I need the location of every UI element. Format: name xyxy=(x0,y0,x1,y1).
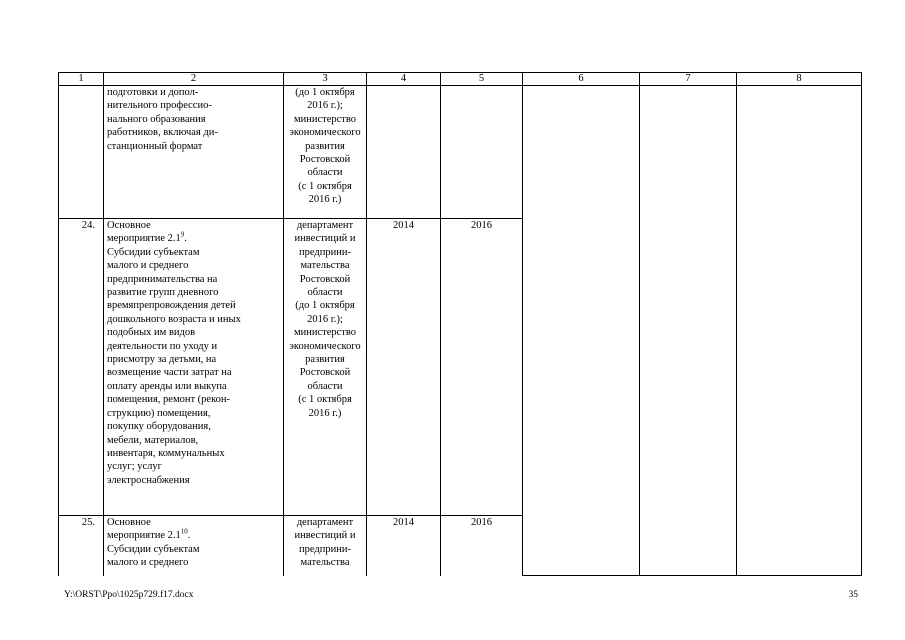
text-line: Субсидии субъектам xyxy=(107,246,200,258)
text-line: нального образования xyxy=(107,113,206,125)
header-cell-3: 3 xyxy=(284,73,367,86)
text-line: области xyxy=(307,167,343,179)
text-line: Субсидии субъектам xyxy=(107,543,200,555)
text-line: министерство xyxy=(293,327,357,339)
start-year-cell xyxy=(367,86,441,219)
text-line: услуг; услуг xyxy=(107,461,162,473)
page-number: 35 xyxy=(848,590,858,600)
text-line: возмещение части затрат на xyxy=(107,367,232,379)
text-line: экономического xyxy=(289,340,361,352)
text-line: инвестиций и xyxy=(294,530,356,542)
text-line: покупку оборудования, xyxy=(107,421,211,433)
footnote-mark: 9 xyxy=(180,230,185,239)
responsible-executor-cell xyxy=(284,219,367,516)
column-7-cell xyxy=(640,86,737,576)
text-line: времяпрепровождения детей xyxy=(107,300,236,312)
text-line: Ростовской xyxy=(299,154,351,166)
text-line: малого и среднего xyxy=(107,557,189,569)
text-line: (до 1 октября xyxy=(295,300,355,312)
activity-description-cell xyxy=(104,516,284,576)
header-cell-2: 2 xyxy=(104,73,284,86)
text-line: электроснабжения xyxy=(107,474,190,486)
text-line: предпринимательства на xyxy=(107,273,218,285)
text-line: экономического xyxy=(289,127,361,139)
text-tail: . xyxy=(184,233,187,245)
text-line: инвестиций и xyxy=(294,233,356,245)
responsible-executor-cell xyxy=(284,516,367,576)
table-row-continuation xyxy=(59,86,862,219)
row-number-cell xyxy=(59,86,104,219)
measure-code: мероприятие 2.1 xyxy=(107,530,181,542)
text-line: станционный формат xyxy=(107,140,203,152)
header-row xyxy=(59,73,862,86)
text-line: помещения, ремонт (рекон- xyxy=(107,394,231,406)
text-line: 2016 г.); xyxy=(307,313,343,325)
header-cell-6: 6 xyxy=(523,73,640,86)
start-year-cell: 2014 xyxy=(367,219,441,516)
end-year-cell: 2016 xyxy=(441,219,523,516)
text-line: подготовки и допол- xyxy=(107,87,199,98)
text-line: деятельности по уходу и xyxy=(107,340,218,352)
header-cell-4: 4 xyxy=(367,73,441,86)
text-line: 2016 г.) xyxy=(308,407,342,419)
row-number-cell: 25. xyxy=(59,516,104,576)
column-6-cell xyxy=(523,86,640,576)
row-number-cell: 24. xyxy=(59,219,104,516)
measure-code: мероприятие 2.1 xyxy=(107,233,181,245)
text-line: 2016 г.); xyxy=(307,100,343,112)
text-line: мательства xyxy=(300,557,350,569)
text-line xyxy=(107,232,280,245)
end-year-cell xyxy=(441,86,523,219)
text-line: работников, включая ди- xyxy=(107,127,218,139)
text-line: развития xyxy=(305,354,345,366)
text-line: подобных им видов xyxy=(107,327,196,339)
text-line: дошкольного возраста и иных xyxy=(107,313,241,325)
text-line: Ростовской xyxy=(299,367,351,379)
text-line: (с 1 октября xyxy=(298,394,352,406)
text-line: Основное xyxy=(107,517,151,528)
activity-description-cell xyxy=(104,86,284,219)
program-table xyxy=(58,72,862,576)
text-line: министерство xyxy=(293,113,357,125)
text-line: струкцию) помещения, xyxy=(107,407,211,419)
end-year-cell: 2016 xyxy=(441,516,523,576)
text-line: мебели, материалов, xyxy=(107,434,199,446)
text-line: (с 1 октября xyxy=(298,180,352,192)
text-line: (до 1 октября xyxy=(295,87,355,98)
text-line: малого и среднего xyxy=(107,260,189,272)
text-line: области xyxy=(307,287,343,299)
text-line: мательства xyxy=(300,260,350,272)
text-line: Ростовской xyxy=(299,273,351,285)
header-cell-1: 1 xyxy=(59,73,104,86)
column-8-cell xyxy=(737,86,862,576)
text-line: Основное xyxy=(107,220,151,231)
text-line: присмотру за детьми, на xyxy=(107,354,217,366)
footnote-mark: 10 xyxy=(180,527,188,536)
text-line: оплату аренды или выкупа xyxy=(107,380,227,392)
start-year-cell: 2014 xyxy=(367,516,441,576)
text-line: развития xyxy=(305,140,345,152)
header-cell-7: 7 xyxy=(640,73,737,86)
activity-description-cell xyxy=(104,219,284,516)
text-line: департамент xyxy=(296,517,354,528)
text-line xyxy=(107,529,280,542)
text-tail: . xyxy=(187,530,191,542)
header-cell-8: 8 xyxy=(737,73,862,86)
text-line: развитие групп дневного xyxy=(107,287,219,299)
text-line: инвентаря, коммунальных xyxy=(107,447,225,459)
text-line: предприни- xyxy=(299,543,351,555)
text-line: 2016 г.) xyxy=(308,194,342,206)
file-path-footer: Y:\ORST\Ppo\1025p729.f17.docx xyxy=(64,590,194,600)
text-line: департамент xyxy=(296,220,354,231)
text-line: предприни- xyxy=(299,246,351,258)
header-cell-5: 5 xyxy=(441,73,523,86)
responsible-executor-cell xyxy=(284,86,367,219)
text-line: области xyxy=(307,380,343,392)
text-line: нительного профессио- xyxy=(107,100,212,112)
